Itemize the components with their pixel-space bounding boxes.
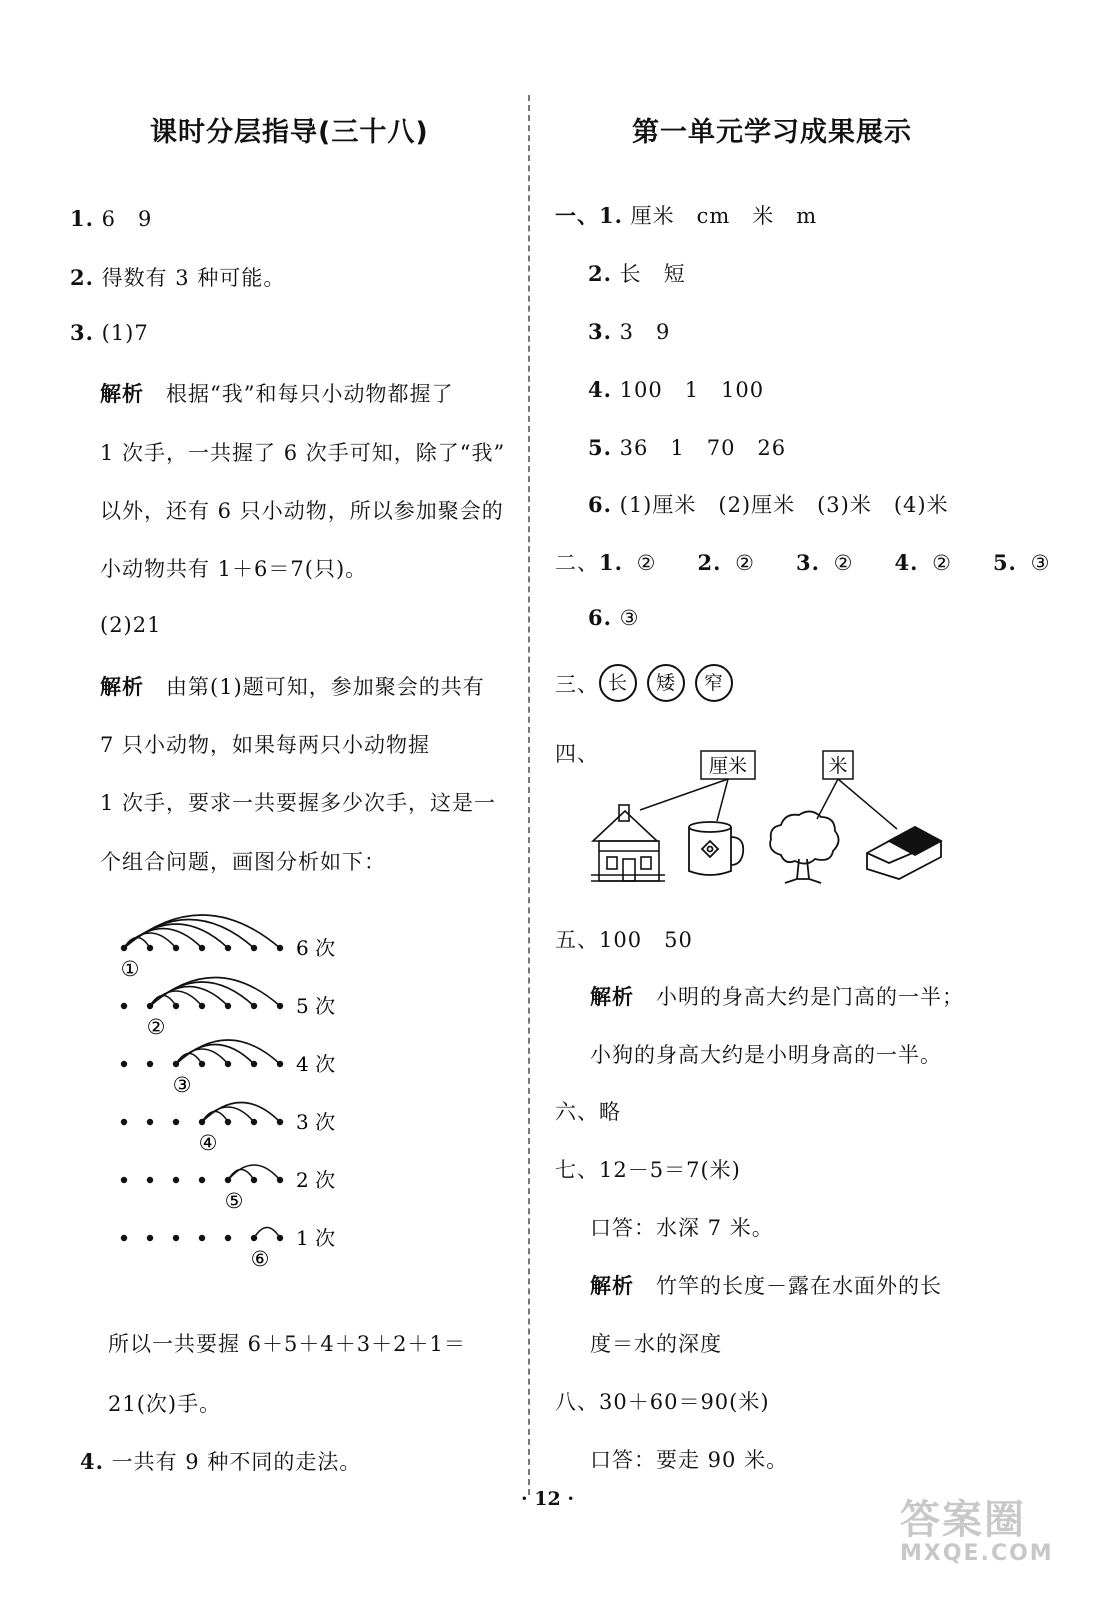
s7: 七、12－5＝7(米) xyxy=(555,1158,741,1182)
diagram-dot xyxy=(199,1177,205,1183)
q4-num: 4. xyxy=(80,1449,104,1474)
column-divider xyxy=(528,95,530,1495)
handshake-arc xyxy=(176,1040,280,1064)
diagram-count-label: 4 次 xyxy=(296,1052,336,1076)
jiexi-label: 解析 xyxy=(100,675,144,699)
diagram-count-label: 5 次 xyxy=(296,994,336,1018)
q2 xyxy=(70,262,285,292)
diagram-count-label: 1 次 xyxy=(296,1226,336,1250)
right-title: 第一单元学习成果展示 xyxy=(632,117,912,148)
tree-icon xyxy=(770,811,838,883)
handshake-diagram xyxy=(100,910,460,1290)
q1-text: 6 9 xyxy=(101,207,153,231)
diagram-dot xyxy=(121,1177,127,1183)
handshake-arc xyxy=(254,1228,280,1239)
s7-explain-line-2: 度＝水的深度 xyxy=(590,1332,722,1356)
diagram-dot xyxy=(199,1235,205,1241)
q1 xyxy=(70,203,152,233)
diagram-person-label: ⑤ xyxy=(224,1189,244,1213)
q4-text: 一共有 9 种不同的走法。 xyxy=(111,1450,362,1474)
q4 xyxy=(80,1446,361,1476)
diagram-dot xyxy=(121,1119,127,1125)
s8: 八、30＋60＝90(米) xyxy=(555,1390,770,1414)
diagram-dot xyxy=(147,1177,153,1183)
s5-explain-line-2: 小狗的身高大约是小明身高的一半。 xyxy=(590,1043,942,1067)
house-icon xyxy=(591,805,665,881)
jiexi-label: 解析 xyxy=(590,985,634,1009)
diagram-count-label: 3 次 xyxy=(296,1110,336,1134)
handshake-arc xyxy=(202,1103,280,1123)
diagram-dot xyxy=(147,1235,153,1241)
s1-item-1: 一、1. 厘米 cm 米 m xyxy=(555,203,818,228)
s3-circled-words: 三、 长 矮 窄 xyxy=(555,664,743,702)
diagram-count-label: 6 次 xyxy=(296,936,336,960)
diagram-dot xyxy=(147,1119,153,1125)
circled-word: 窄 xyxy=(695,664,733,702)
q3 xyxy=(70,320,149,345)
q3-explain2-line-3: 1 次手，要求一共要握多少次手，这是一 xyxy=(100,791,497,815)
diagram-dot xyxy=(147,1061,153,1067)
cup-icon xyxy=(689,822,743,875)
q3-num: 3. xyxy=(70,320,94,345)
s7-answer: 口答：水深 7 米。 xyxy=(590,1216,774,1240)
q1-num: 1. xyxy=(70,206,94,231)
q3-explain-line-1: 解析 根据“我”和每只小动物都握了 xyxy=(100,382,454,406)
diagram-dot xyxy=(225,1235,231,1241)
diagram-person-label: ④ xyxy=(198,1131,218,1155)
q3-part1: (1)7 xyxy=(101,321,149,345)
unit-box-cm: 厘米 xyxy=(708,755,748,777)
diagram-dot xyxy=(173,1235,179,1241)
diagram-dot xyxy=(121,1003,127,1009)
diagram-person-label: ③ xyxy=(172,1073,192,1097)
q2-text: 得数有 3 种可能。 xyxy=(101,266,286,290)
s2-item-6: 6. ③ xyxy=(588,605,640,630)
jiexi-label: 解析 xyxy=(100,382,144,406)
q3-explain-line-3: 以外，还有 6 只小动物，所以参加聚会的 xyxy=(100,499,504,523)
sum-line-2: 21(次)手。 xyxy=(108,1392,222,1416)
s1-item-3: 3. 3 9 xyxy=(588,319,671,344)
q3-explain2-line-4: 个组合问题，画图分析如下： xyxy=(100,850,386,874)
diagram-person-label: ⑥ xyxy=(250,1247,270,1271)
diagram-person-label: ② xyxy=(146,1015,166,1039)
page-number: · 12 · xyxy=(521,1488,574,1510)
diagram-dot xyxy=(173,1119,179,1125)
circled-word: 长 xyxy=(599,664,637,702)
s5-explain-line-1: 解析 小明的身高大约是门高的一半； xyxy=(590,985,964,1009)
s1-item-4: 4. 100 1 100 xyxy=(588,377,765,402)
s5: 五、100 50 xyxy=(555,928,693,952)
circled-word: 矮 xyxy=(647,664,685,702)
diagram-count-label: 2 次 xyxy=(296,1168,336,1192)
diagram-dot xyxy=(173,1177,179,1183)
diagram-dot xyxy=(121,1061,127,1067)
handshake-arc xyxy=(150,978,280,1007)
q3-part2: (2)21 xyxy=(100,613,162,637)
s1-item-2: 2. 长 短 xyxy=(588,261,686,286)
s8-answer: 口答：要走 90 米。 xyxy=(590,1448,789,1472)
unit-box-m: 米 xyxy=(828,755,848,777)
diagram-dot xyxy=(121,1235,127,1241)
q3-explain2-line-2: 7 只小动物，如果每两只小动物握 xyxy=(100,733,431,757)
s4-prefix: 四、 xyxy=(555,742,599,766)
q3-explain2-line-1: 解析 由第(1)题可知，参加聚会的共有 xyxy=(100,675,485,699)
s6: 六、略 xyxy=(555,1100,621,1124)
s2-items: 二、1. ② 2. ② 3. ② 4. ② 5. ③ xyxy=(555,550,1051,575)
matching-figure xyxy=(585,745,985,895)
s1-item-6: 6. (1)厘米 (2)厘米 (3)米 (4)米 xyxy=(588,492,949,517)
q2-num: 2. xyxy=(70,265,94,290)
s1-item-5: 5. 36 1 70 26 xyxy=(588,435,787,460)
sum-line-1: 所以一共要握 6＋5＋4＋3＋2＋1＝ xyxy=(108,1332,466,1356)
diagram-person-label: ① xyxy=(120,957,140,981)
watermark-logo: 答案圈 MXQE.COM xyxy=(900,1497,1054,1566)
q3-explain-line-2: 1 次手，一共握了 6 次手可知，除了“我” xyxy=(100,441,506,465)
eraser-icon xyxy=(867,827,941,879)
left-title: 课时分层指导(三十八) xyxy=(150,117,429,148)
s7-explain-line-1: 解析 竹竿的长度－露在水面外的长 xyxy=(590,1274,942,1298)
jiexi-label: 解析 xyxy=(590,1274,634,1298)
q3-explain-line-4: 小动物共有 1＋6＝7(只)。 xyxy=(100,557,368,581)
